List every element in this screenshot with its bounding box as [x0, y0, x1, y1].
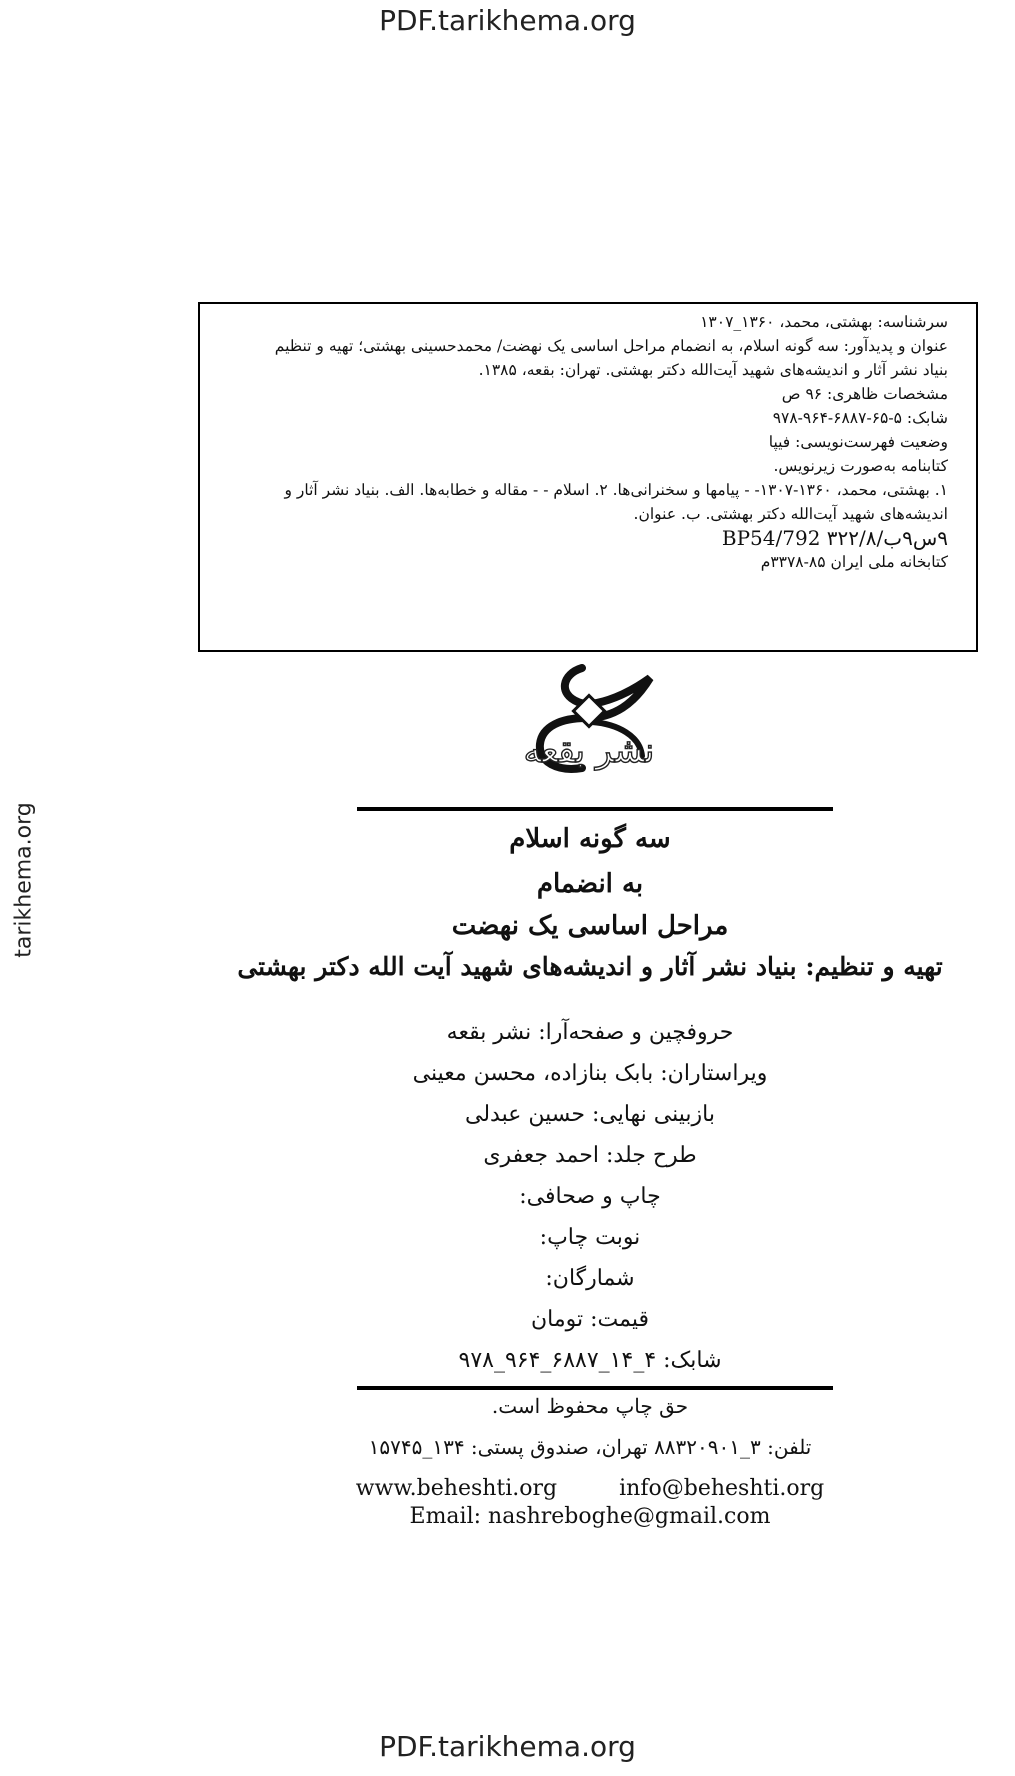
- credit-line: ویراستاران: بابک بنازاده، محسن معینی: [412, 1061, 768, 1086]
- top-divider: [357, 807, 833, 811]
- cip-line: مشخصات ظاهری: ۹۶ ص: [781, 385, 948, 403]
- bottom-divider: [357, 1386, 833, 1390]
- logo-text: نشر بقعه: [523, 731, 655, 771]
- cip-line: اندیشه‌های شهید آیت‌الله دکتر بهشتی. ب. عنوان.: [633, 505, 948, 523]
- cip-line: شابک: ۵-۶۵-۶۸۸۷-۹۶۴-۹۷۸: [772, 409, 948, 427]
- classification-number: ۹س۹ب/۳۲۲/۸ BP54/792: [721, 526, 948, 550]
- prepared-by: تهیه و تنظیم: بنیاد نشر آثار و اندیشه‌های شهید آیت الله دکتر بهشتی: [237, 952, 943, 981]
- credit-line: چاپ و صحافی:: [519, 1184, 661, 1209]
- book-subtitle: به انضمام: [536, 869, 644, 899]
- credit-line: شمارگان:: [545, 1266, 635, 1291]
- contact-info: تلفن: ۳_۸۸۳۲۰۹۰۱ تهران، صندوق پستی: ۱۳۴_۱۵۷۴۵: [368, 1435, 812, 1459]
- cip-line: عنوان و پدیدآور: سه گونه اسلام، به انضمام مراحل اساسی یک نهضت/ محمدحسینی بهشتی؛ تهیه و تنظیم: [274, 337, 948, 355]
- cip-line: بنیاد نشر آثار و اندیشه‌های شهید آیت‌الله دکتر بهشتی. تهران: بقعه، ۱۳۸۵.: [478, 361, 948, 379]
- watermark-bottom: PDF.tarikhema.org: [379, 1730, 636, 1763]
- publisher-email[interactable]: Email: nashreboghe@gmail.com: [409, 1504, 771, 1529]
- credit-line: بازبینی نهایی: حسین عبدلی: [465, 1102, 715, 1127]
- cataloging-in-publication-box: [198, 302, 978, 652]
- cip-line: ۱. بهشتی، محمد، ۱۳۶۰-۱۳۰۷- - پیامها و سخنرانی‌ها. ۲. اسلام - - مقاله و خطابه‌ها. الف. بنیاد نشر آثار و: [284, 481, 948, 499]
- watermark-top: PDF.tarikhema.org: [379, 4, 636, 37]
- watermark-side: tarikhema.org: [11, 802, 37, 958]
- cip-line: کتابنامه به‌صورت زیرنویس.: [773, 457, 948, 475]
- web-links: [290, 1476, 890, 1501]
- book-title: سه گونه اسلام: [509, 824, 671, 854]
- publisher-logo-icon: [522, 664, 656, 792]
- cip-line: سرشناسه: بهشتی، محمد، ۱۳۶۰_۱۳۰۷: [700, 313, 948, 331]
- credit-line: حروفچین و صفحه‌آرا: نشر بقعه: [446, 1020, 734, 1045]
- credit-line: نوبت چاپ:: [539, 1225, 641, 1250]
- copyright-notice: حق چاپ محفوظ است.: [491, 1394, 689, 1418]
- isbn-line: شابک: ۴_۱۴_۶۸۸۷_۹۶۴_۹۷۸: [458, 1348, 722, 1373]
- info-email-link[interactable]: info@beheshti.org: [619, 1476, 825, 1501]
- cip-line: وضعیت فهرست‌نویسی: فیپا: [768, 433, 948, 451]
- credit-line: قیمت: تومان: [530, 1307, 649, 1332]
- credit-line: طرح جلد: احمد جعفری: [483, 1143, 697, 1168]
- national-library-number: کتابخانه ملی ایران ۸۵-۳۳۷۸م: [760, 553, 948, 571]
- website-link[interactable]: www.beheshti.org: [355, 1476, 558, 1501]
- book-second-title: مراحل اساسی یک نهضت: [451, 911, 729, 941]
